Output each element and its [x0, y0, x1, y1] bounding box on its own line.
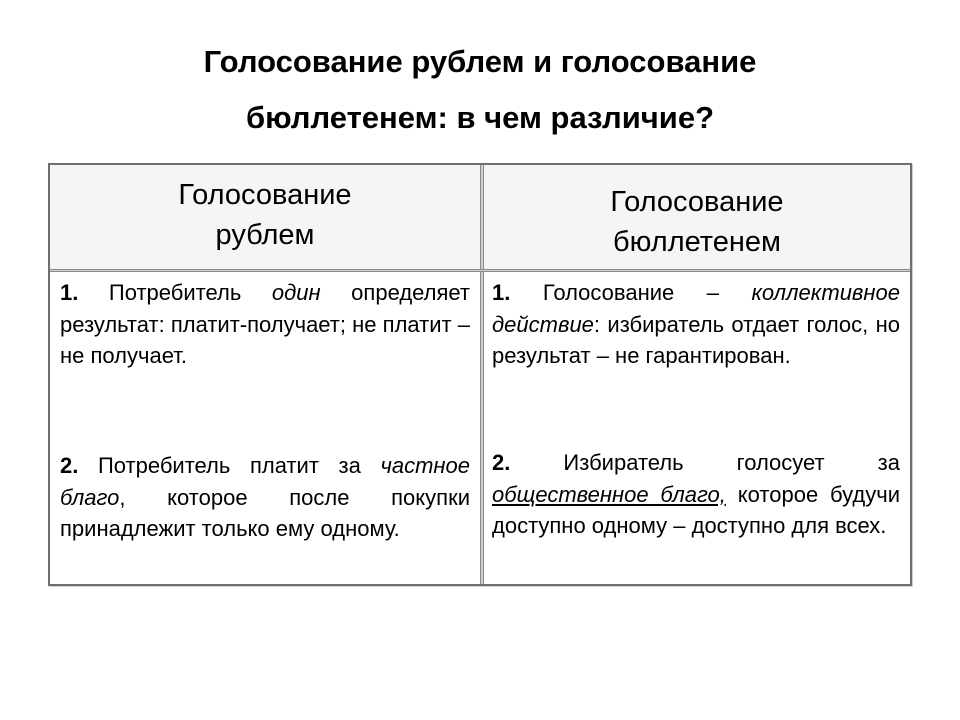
cell-ballot-body: [492, 277, 901, 538]
ruble-point-2-text-b: , которое после покупки принадлежит только ему одному.: [60, 484, 470, 541]
ruble-point-1-text-a: Потребитель: [78, 280, 272, 305]
ballot-point-2: [492, 447, 900, 542]
ruble-point-1: [60, 277, 470, 372]
title-line-2: бюллетенем: в чем различие?: [245, 100, 715, 135]
header-ruble-line-1: Голосование: [178, 179, 352, 211]
header-ruble-line-2: рублем: [215, 219, 315, 251]
ruble-point-1-emphasis: один: [271, 280, 321, 305]
header-cell-ruble: [50, 165, 480, 269]
ruble-point-1-text-b: определяет результат: платит-получает; не платит – не получает.: [60, 280, 470, 368]
header-ballot-line-1: Голосование: [610, 186, 784, 218]
ruble-point-2-text-a: Потребитель платит за: [78, 453, 381, 478]
slide-title: [0, 34, 960, 146]
ballot-point-2-text-b: которое будучи доступно одному – доступно для всех.: [492, 481, 901, 538]
ballot-point-1-text-a: Голосование –: [510, 280, 752, 305]
cell-ruble-body: [60, 277, 470, 541]
ballot-point-1-number: 1.: [492, 280, 511, 305]
ruble-point-1-number: 1.: [60, 280, 79, 305]
ballot-point-1-emphasis: коллективное действие: [492, 280, 900, 337]
ruble-point-2-emphasis: частное благо: [60, 453, 470, 510]
title-line-1: Голосование рублем и голосование: [203, 44, 757, 79]
comparison-table: [48, 163, 912, 586]
ballot-point-1-text-b: : избиратель отдает голос, но результат – не гарантирован.: [492, 311, 900, 368]
ruble-point-2-number: 2.: [60, 453, 79, 478]
ballot-point-2-text-a: Избиратель голосует за: [510, 450, 900, 475]
header-cell-ballot: [484, 165, 910, 269]
ruble-point-2: [60, 450, 470, 545]
header-divider: [50, 269, 910, 272]
ballot-point-2-number: 2.: [492, 450, 511, 475]
ballot-point-1: [492, 277, 900, 372]
ballot-point-2-emphasis: общественное благо,: [492, 481, 726, 507]
column-divider: [480, 165, 484, 584]
header-ballot-line-2: бюллетенем: [613, 226, 781, 258]
